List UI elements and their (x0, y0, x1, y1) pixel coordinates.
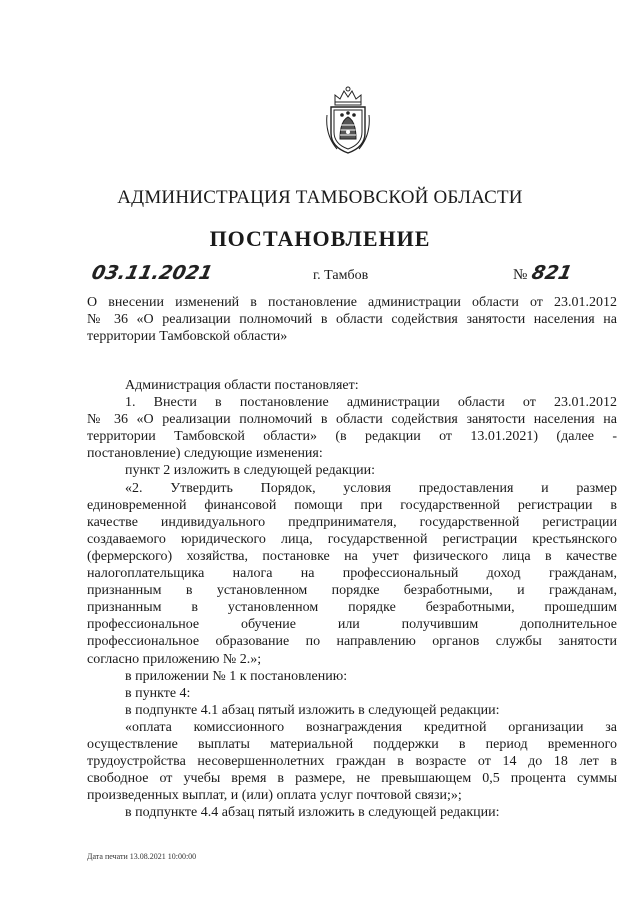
subject-line: О внесении изменений в постановление администрации области от 23.01.2012 (87, 295, 617, 310)
body-line: профессиональное образование по направлению органов службы занятости (87, 634, 617, 650)
body-line: согласно приложению № 2.»; (87, 651, 262, 667)
body-line: произведенных выплат, и (или) оплата услуг почтовой связи;»; (87, 788, 462, 804)
body-line: свободное от учебы время в размере, не превышающем 0,5 процента суммы (87, 771, 617, 787)
body-line: в пункте 4: (125, 685, 191, 701)
body-line: качестве индивидуального предпринимателя, государственной регистрации (87, 514, 617, 530)
body-line: 1. Внести в постановление администрации области от 23.01.2012 (125, 395, 617, 411)
body-line: в приложении № 1 к постановлению: (125, 668, 348, 684)
handwritten-date: 03.11.2021 (89, 262, 215, 284)
body-line: признанным в установленном порядке безработными, и гражданам, (87, 583, 617, 599)
print-date-footer: Дата печати 13.08.2021 10:00:00 (87, 852, 197, 861)
body-line: в подпункте 4.1 абзац пятый изложить в следующей редакции: (125, 702, 500, 718)
body-line: в подпункте 4.4 абзац пятый изложить в следующей редакции: (125, 805, 500, 821)
body-line: единовременной финансовой помощи при государственной регистрации в (87, 497, 617, 513)
body-line: № 36 «О реализации полномочий в области содействия занятости населения на (87, 412, 617, 428)
document-subject (87, 294, 617, 345)
number-sign: № (513, 267, 528, 283)
body-line: постановление) следующие изменения: (87, 446, 323, 462)
document-type-title: ПОСТАНОВЛЕНИЕ (209, 226, 431, 251)
body-line: трудоустройства несовершеннолетних граждан в возрасте от 14 до 18 лет в (87, 754, 617, 770)
subject-line: территории Тамбовской области» (87, 329, 288, 344)
document-body (87, 377, 617, 821)
handwritten-number: 821 (529, 262, 575, 284)
city-label: г. Тамбов (313, 268, 369, 283)
body-line: «2. Утвердить Порядок, условия предоставления и размер (125, 480, 617, 496)
body-line: признанным в установленном порядке безработными, прошедшим (87, 600, 617, 616)
subject-line: № 36 «О реализации полномочий в области содействия занятости населения на (87, 312, 617, 327)
organization-name: АДМИНИСТРАЦИЯ ТАМБОВСКОЙ ОБЛАСТИ (117, 187, 523, 208)
body-line: создаваемого юридического лица, государственной регистрации крестьянского (87, 531, 617, 547)
body-line: «оплата комиссионного вознаграждения кредитной организации за (125, 719, 617, 735)
body-line: (фермерского) хозяйства, постановке на учет физического лица в качестве (87, 548, 617, 564)
body-line: пункт 2 изложить в следующей редакции: (125, 463, 375, 479)
body-line: налогоплательщика налога на профессиональный доход гражданам, (87, 566, 617, 582)
body-line: профессиональное обучение или получившим дополнительное (87, 617, 617, 633)
body-line: осуществление выплаты материальной поддержки в период временного (87, 736, 617, 752)
body-line: Администрация области постановляет: (125, 378, 359, 393)
body-line: территории Тамбовской области» (в редакции от 13.01.2021) (далее - (87, 429, 617, 445)
coat-of-arms-icon (323, 85, 373, 157)
